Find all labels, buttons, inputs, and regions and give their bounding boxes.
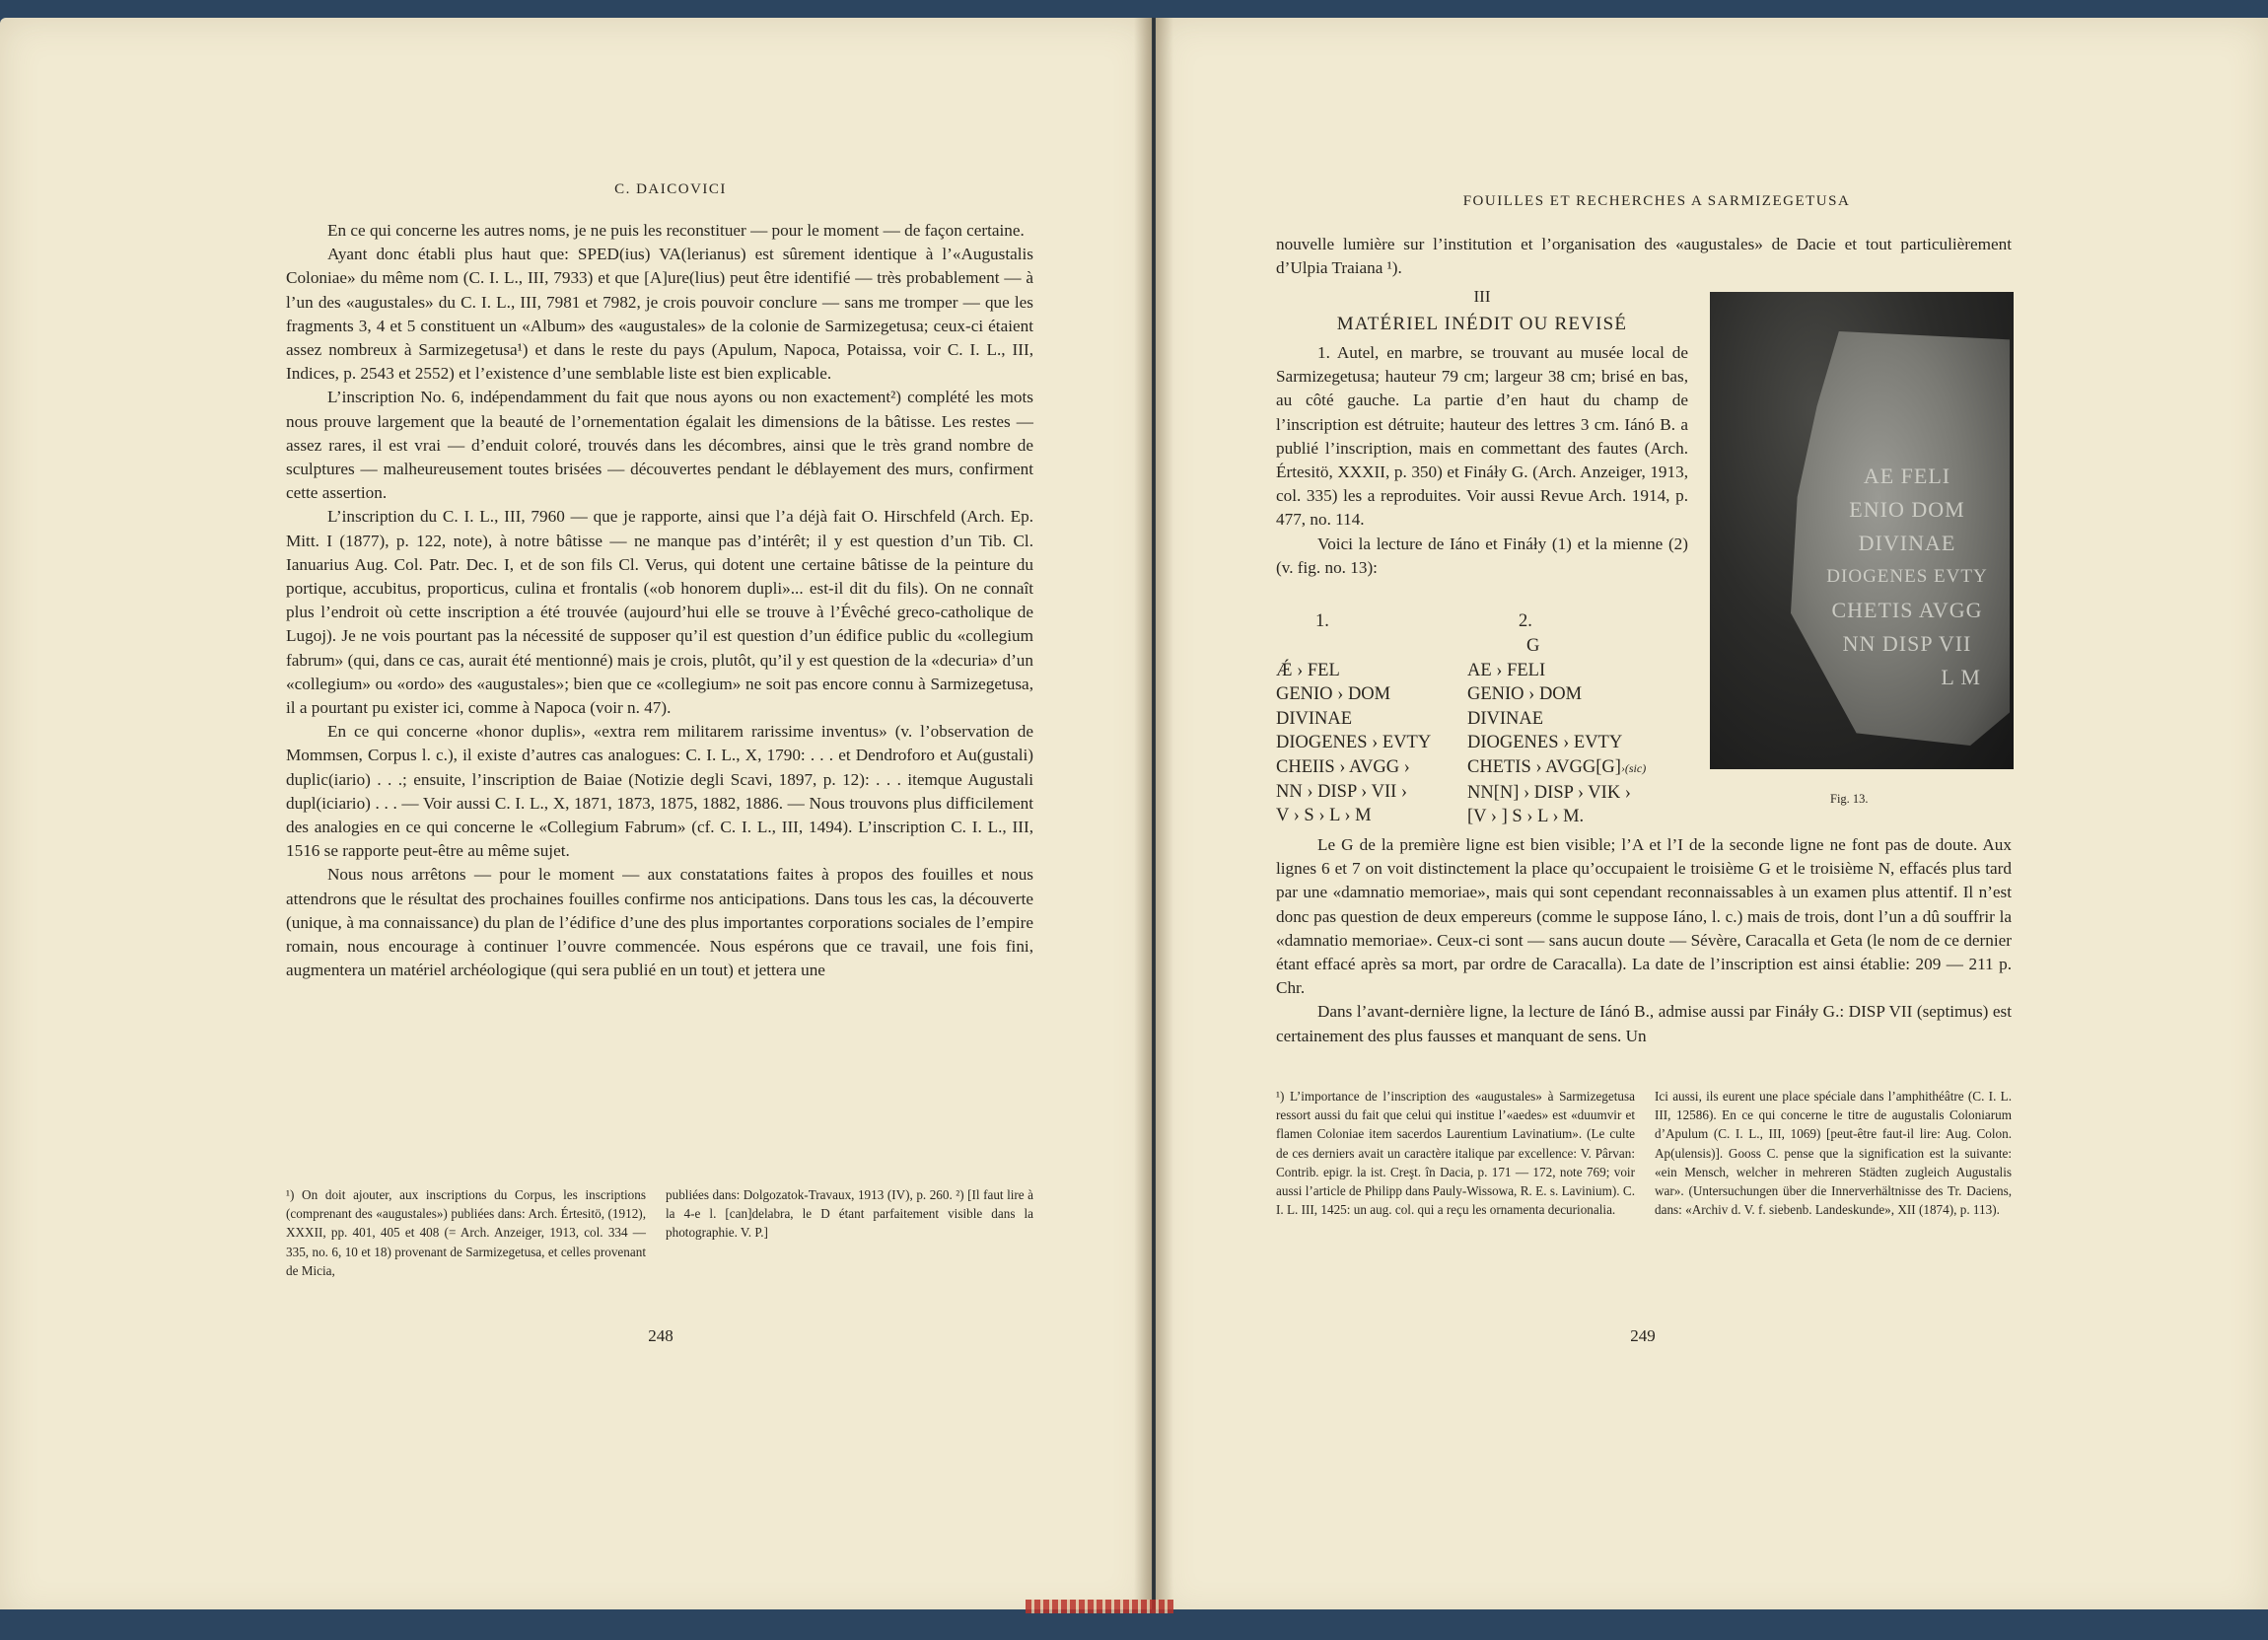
right-footnote-col2: [1655, 1087, 2012, 1219]
footnote: Ici aussi, ils eurent une place spéciale dans l’amphithéâtre (C. I. L. III, 12586). En ce qui concerne le titre de augustalis Coloniarum d’Apulum (C. I. L., III, 1069) [peut-être faut-il lire: Aug. Colon. Ap(ulensis)]. Gooss C. pense que la signification est la suivante: «ein Mensch, welcher in mehreren Städten zugleich Augustalis war». (Untersuchungen über die Innerverhältnisse des Tr. Daciens, dans: «Archiv d. V. f. siebenb. Landeskunde», XII (1874), p. 113).: [1655, 1089, 2012, 1218]
stone-line: CHETIS AVGG: [1831, 598, 1983, 622]
figure-caption: Fig. 13.: [1830, 792, 1869, 806]
book-edge: [0, 1609, 2268, 1640]
paragraph: L’inscription du C. I. L., III, 7960 — que je rapporte, ainsi que l’a déjà fait O. Hirschfeld (Arch. Ep. Mitt. I (1877), p. 122, note), à notre bâtisse — ne manque pas d’intérêt; il y est question d’un Tib. Cl. Ianuarius Aug. Col. Patr. Dec. I, et de son fils Cl. Verus, qui dotent une certaine bâtisse de la peinture du portique, accubitus, proporticus, culina et frontalis («ob honorem dupli»... est-il dit du fils). On ne connaît plus l’endroit où cette inscription a été trouvée (aujourd’hui elle se trouve à l’Évêché greco-catholique de Lugoj). Je ne vois pourtant pas la nécessité de supposer qu’il est question d’un édifice public du «collegium fabrum» (qui, dans ce cas, aurait été mentionné) mais je crois, plutôt, qu’il y est question de la «decuria» d’un «collegium» ou «ordo» des «augustales»; bien que ce «collegium» ne soit pas encore connu à Sarmizegetusa, il a pourtant pu exister ici, comme à Napoca (voir n. 47).: [286, 507, 1033, 718]
reading-line: NN › DISP › VII ›: [1276, 781, 1408, 802]
stone-line: ENIO DOM: [1849, 497, 1965, 522]
book-gutter: [1134, 18, 1173, 1620]
paragraph: Nous nous arrêtons — pour le moment — aux constatations faites à propos des fouilles et nous attendrons que le résultat des prochaines fouilles confirme nos anticipations. Dans tous les cas, la découverte (unique, à ma connaissance) du plan de l’édifice d’une des plus importantes corporations sociales de l’empire romain, nous encourage à continuer l’ouvre commencée. Nous espérons que ce travail, une fois fini, augmentera un matériel archéologique (qui sera publié en un tout) et jettera une: [286, 865, 1033, 980]
paragraph: En ce qui concerne les autres noms, je ne puis les reconstituer — pour le moment — de façon certaine.: [327, 221, 1025, 240]
footnote: publiées dans: Dolgozatok-Travaux, 1913 (IV), p. 260. ²) [Il faut lire à la 4-e l. [can]delabra, le D étant parfaitement visible dans la photographie. V. P.]: [666, 1187, 1033, 1241]
paragraph: Voici la lecture de Iáno et Fináły (1) et la mienne (2) (v. fig. no. 13):: [1276, 534, 1688, 577]
reading-line: [1276, 634, 1431, 659]
right-footnote-col1: [1276, 1087, 1635, 1219]
reading-line: GENIO › DOM: [1467, 684, 1583, 705]
reading-line: V › S › L › M: [1276, 806, 1372, 826]
reading-line: CHEIIS › AVGG ›: [1276, 756, 1410, 777]
sic-mark: ›(sic): [1620, 760, 1647, 775]
reading-line: NN[N] › DISP › VIK ›: [1467, 782, 1631, 803]
stone-line: L M: [1941, 665, 1981, 689]
reading-line: DIOGENES › EVTY: [1467, 733, 1623, 753]
footnote: ¹) On doit ajouter, aux inscriptions du Corpus, les inscriptions (comprenant des «augustales») publiées dans: Arch. Értesitö, (1912), XXXII, pp. 401, 405 et 408 (= Arch. Anzeiger, 1913, col. 334 — 335, no. 6, 10 et 18) provenant de Sarmizegetusa, et celles provenant de Micia,: [286, 1187, 646, 1278]
left-footnote-col1: [286, 1185, 646, 1280]
reading-line: G: [1526, 636, 1540, 656]
reading-line: DIOGENES › EVTY: [1276, 733, 1432, 753]
right-body-text: [1276, 833, 2012, 1048]
paragraph: Dans l’avant-dernière ligne, la lecture de Iánó B., admise aussi par Fináły G.: DISP VII (septimus) est certainement des plus fausses et manquant de sens. Un: [1276, 1002, 2012, 1045]
paragraph: 1. Autel, en marbre, se trouvant au musée local de Sarmizegetusa; hauteur 79 cm; largeur 38 cm; brisé en bas, au côté gauche. La partie d’en haut du champ de l’inscription est détruite; hauteur des lettres 3 cm. Iánó B. a publié l’inscription, mais en commettant des fautes (Arch. Értesitö, XXXII, p. 350) et Fináły G. (Arch. Anzeiger, 1913, col. 335) les a reproduites. Voir aussi Revue Arch. 1914, p. 477, no. 114.: [1276, 343, 1688, 530]
running-head-left: C. DAICOVICI: [614, 181, 727, 197]
section-number: III: [1473, 287, 1491, 306]
reading-line: GENIO › DOM: [1276, 684, 1391, 705]
stone-line: DIOGENES EVTY: [1826, 566, 1988, 587]
paragraph: L’inscription No. 6, indépendamment du fait que nous ayons ou non exactement²) complété les mots nous prouve largement que la beauté de l’ornementation égalait les dimensions de la bâtisse. Les restes — assez rares, il est vrai — d’enduit coloré, trouvés dans les décombres, ainsi que le très grand nombre de sculptures — malheureusement toutes brisées — découvertes pendant le déblayement des murs, confirment cette assertion.: [286, 388, 1033, 503]
stone-line: NN DISP VII: [1842, 631, 1972, 656]
footnote: ¹) L’importance de l’inscription des «augustales» à Sarmizegetusa ressort aussi du fait que celui qui institue l’«aedes» est «duumvir et flamen Coloniae item sacerdos Laurentium Lavinatium». (Le culte de ces derniers avait un caractère italique par excellence: V. Pârvan: Contrib. epigr. la ist. Creşt. în Dacia, p. 171 — 172, note 769; voir aussi l’article de Philipp dans Pauly-Wissowa, R. E. s. Lavinium). C. I. L. III, 1425: un aug. col. qui a reçu les ornamenta decurionalia.: [1276, 1089, 1635, 1218]
item-description: [1276, 341, 1688, 580]
stone-line: AE FELI: [1863, 463, 1951, 488]
figure-photograph: [1710, 292, 2014, 769]
reading-line: DIVINAE: [1276, 708, 1353, 729]
reading-2-lines: [1467, 634, 1646, 829]
reading-line: CHETIS › AVGG[G]: [1467, 756, 1621, 777]
bookmark-ribbon: [1026, 1600, 1173, 1613]
left-footnote-col2: [666, 1185, 1033, 1243]
paragraph: Ayant donc établi plus haut que: SPED(ius) VA(lerianus) est sûrement identique à l’«Augustalis Coloniae» du même nom (C. I. L., III, 7933) et que [A]ure(lius) peut être identifié — très probablement — à l’un des «augustales» du C. I. L., III, 7981 et 7982, je crois pouvoir conclure — sans me tromper — que les fragments 3, 4 et 5 constituent un «Album» des «augustales» de la colonie de Sarmizegetusa; ceux-ci étaient assez nombreux à Sarmizegetusa¹) et dans le reste du pays (Apulum, Napoca, Potaissa, voir C. I. L., III, Indices, p. 2543 et 2552) et l’existence d’une semblable liste est bien explicable.: [286, 245, 1033, 384]
stone-inscription: [1813, 460, 2001, 694]
reading-line: [V › ] S › L › M.: [1467, 807, 1585, 827]
reading-1-lines: [1276, 634, 1431, 828]
reading-1-label: 1.: [1315, 611, 1329, 631]
reading-2-label: 2.: [1519, 611, 1532, 631]
reading-line: Ǽ › FEL: [1276, 660, 1340, 680]
reading-line: AE › FELI: [1467, 660, 1546, 680]
running-head-right: FOUILLES ET RECHERCHES A SARMIZEGETUSA: [1462, 193, 1851, 209]
section-title: MATÉRIEL INÉDIT OU REVISÉ: [1336, 314, 1628, 334]
page-number-right: 249: [1630, 1326, 1656, 1345]
paragraph: nouvelle lumière sur l’institution et l’organisation des «augustales» de Dacie et tout particulièrement d’Ulpia Traiana ¹).: [1276, 235, 2012, 278]
left-body-text: [286, 219, 1033, 983]
stone-line: DIVINAE: [1858, 531, 1956, 555]
reading-line-sic: [1467, 755, 1646, 781]
paragraph: En ce qui concerne «honor duplis», «extra rem militarem rarissime inventus» (v. l’observation de Mommsen, Corpus l. c.), il existe d’autres cas analogues: C. I. L., X, 1790: . . . et Dendroforo et Au(gustali) duplic(iario) . . .; ensuite, l’inscription de Baiae (Notizie degli Scavi, 1897, p. 12): . . . itemque Augustali dupl(iciario) . . . — Voir aussi C. I. L., X, 1871, 1873, 1875, 1882, 1886. — Nous trouvons plus difficilement des analogies en ce qui concerne le «Collegium Fabrum» (cf. C. I. L., III, 1494). L’inscription C. I. L., III, 1516 se rapporte peut-être au même sujet.: [286, 722, 1033, 861]
right-intro-text: [1276, 233, 2012, 280]
reading-line: DIVINAE: [1467, 708, 1544, 729]
page-number-left: 248: [648, 1326, 673, 1345]
paragraph: Le G de la première ligne est bien visible; l’A et l’I de la seconde ligne ne font pas de doute. Aux lignes 6 et 7 on voit distinctement la place qu’occupaient le troisième G et le troisième N, effacés plus tard par une «damnatio memoriae», mais qui sont cependant reconnaissables à un examen plus attentif. Il n’est donc pas question de deux empereurs (comme le suppose Iáno, l. c.) mais de trois, dont l’un a dû souffrir la «damnatio memoriae». Ceux-ci sont — sans aucun doute — Sévère, Caracalla et Geta (le nom de ce dernier étant effacé après sa mort, par ordre de Caracalla). La date de l’inscription est ainsi établie: 209 — 211 p. Chr.: [1276, 835, 2012, 998]
